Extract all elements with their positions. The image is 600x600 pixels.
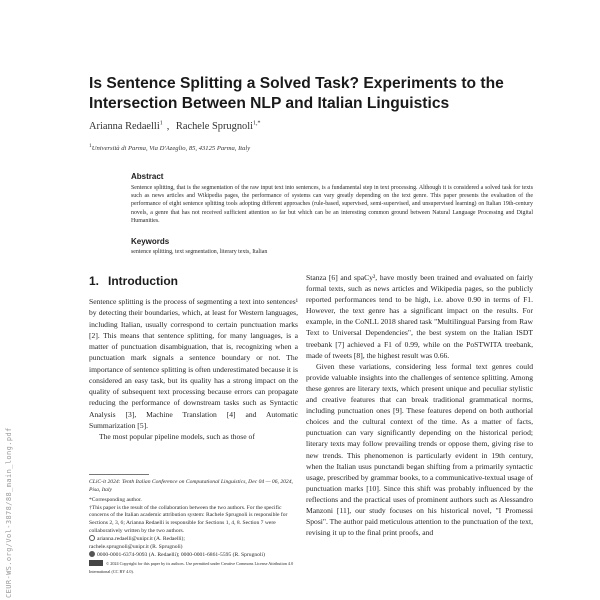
footnote-rule <box>89 474 149 475</box>
copyright-line: © 2024 Copyright for this paper by its authors. Use permitted under Creative Commons License Attribution 4.0 International (CC BY 4.0). <box>89 560 294 574</box>
affiliation: $^1$Università di Parma, Via D'Azeglio, 85, 43125 Parma, Italy <box>89 143 251 153</box>
section-heading: 1. Introduction <box>89 274 178 288</box>
intro-paragraph-4: Given these variations, considering less formal text genres could provide valuable insights into the challenges of sentence splitting. Among these genres are literary texts, which present unique and peculiar stylistic and creative features that can break traditional grammatical norms, including punctuation ones [9]. These features depend on both authorial choices and the cultural context of the time. As a matter of facts, punctuation can vary significantly depending on the historical period; literary texts may follow prevailing trends or oppose them, giving rise to new trends. This phenomenon is particularly evident in 19th century, when the Italian usus punctandi began shifting from a primarily syntactic usage, prescribed by grammar books, to a communicative-textual usage of punctuation marks [10]. Since this shift was probably influenced by the reflections and the practical uses of prominent authors such as Alessandro Manzoni [11], our study focuses on his historical novel, "I Promessi Sposi". The author paid meticulous attention to the punctuation of the text, revising it up to the final print proofs, and <box>306 361 533 538</box>
corresponding-note: *Corresponding author. <box>89 497 142 504</box>
intro-paragraph-3: Stanza [6] and spaCy², have mostly been trained and evaluated on fairly formal texts, such as news articles and Wikipedia pages, so the publicly reported performances tend to be high, i.e. above 0.90 in terms of F1. However, the text genre has a significant impact on the results. For example, in the CoNLL 2018 shared task "Multilingual Parsing from Raw Text to Universal Dependencies", the best system on the Italian ISDT treebank [7] achieved a F1 of 0.99, while on the PoSTWITA treebank, made of tweets [8], the highest result was 0.66. <box>306 273 533 360</box>
author-list: Arianna Redaelli$^1$ , Rachele Sprugnoli$^{1,*}$ <box>89 121 261 133</box>
conference-note: CLiC-it 2024: Tenth Italian Conference on Computational Linguistics, Dec 04 — 06, 2024, Pisa, Italy <box>89 479 293 493</box>
author-2: Rachele Sprugnoli$^{1,*}$ <box>175 121 261 133</box>
abstract-heading: Abstract <box>131 172 164 181</box>
right-column <box>306 272 533 538</box>
paper-title: Is Sentence Splitting a Solved Task? Experiments to the Intersection Between NLP and Italian Linguistics <box>89 75 504 112</box>
keywords-heading: Keywords <box>131 237 170 246</box>
email-2[interactable]: rachele.sprugnoli@unipr.it (R. Sprugnoli) <box>89 543 183 550</box>
left-column <box>89 296 298 442</box>
keywords-text: sentence splitting, text segmentation, literary texts, Italian <box>131 249 268 255</box>
abstract-text: Sentence splitting, that is the segmentation of the raw input text into sentences, is a fundamental step in text processing. Although it is considered a solved task for texts such as news articles and Wikipedia pages, the performance of systems can vary greatly depending on the text genre. This paper presents the evaluation of the performance of eight sentence splitting tools adopting different approaches (rule-based, supervised, semi-supervised, and unsupervised learning) on Italian 19th-century novels, a genre that has not received sufficient attention so far but which can be an interesting common ground between Natural Language Processing and Digital Humanities. <box>131 185 533 224</box>
intro-paragraph-2: The most popular pipeline models, such as those of <box>99 432 255 441</box>
orcid-ids[interactable]: 0000-0001-6374-9093 (A. Redaelli); 0000-0001-6861-5595 (R. Sprugnoli) <box>97 552 265 559</box>
email-1[interactable]: arianna.redaelli@unipr.it (A. Redaelli); <box>97 536 185 543</box>
contribution-note: †This paper is the result of the collaboration between the two authors. For the specific concerns of the Italian academic attribution system: Rachele Sprugnoli is responsible for Sections 2, 3, 6; Arianna Redaelli is responsible for Sections 1, 4, 8. Section 7 were collaboratively written by the two authors. <box>89 504 288 534</box>
orcid-line <box>89 551 301 560</box>
ceur-sidebar-label: CEUR-WS.org/Vol-3878/88_main_long.pdf <box>5 427 13 598</box>
email-line <box>89 535 301 551</box>
author-1: Arianna Redaelli$^1$ <box>89 121 163 133</box>
cc-license-icon <box>89 560 103 566</box>
intro-paragraph-1: Sentence splitting is the process of segmenting a text into sentences¹ by detecting their boundaries, which, at least for Western languages, including Italian, usually correspond to certain punctuation marks [2]. This means that sentence splitting, for many languages, is a matter of punctuation disambiguation, that is, recognizing when a punctuation mark signals a sentence boundary or not. The importance of sentence splitting is often underestimated because it is considered an easy task, but its quality has a strong impact on the quality of subsequent text processing because errors can propagate reducing the performance of downstream tasks such as Syntactic Analysis [3], Machine Translation [4] and Automatic Summarization [5]. <box>89 297 298 430</box>
orcid-icon <box>89 551 95 557</box>
email-icon <box>89 535 95 541</box>
footnotes <box>89 474 301 575</box>
